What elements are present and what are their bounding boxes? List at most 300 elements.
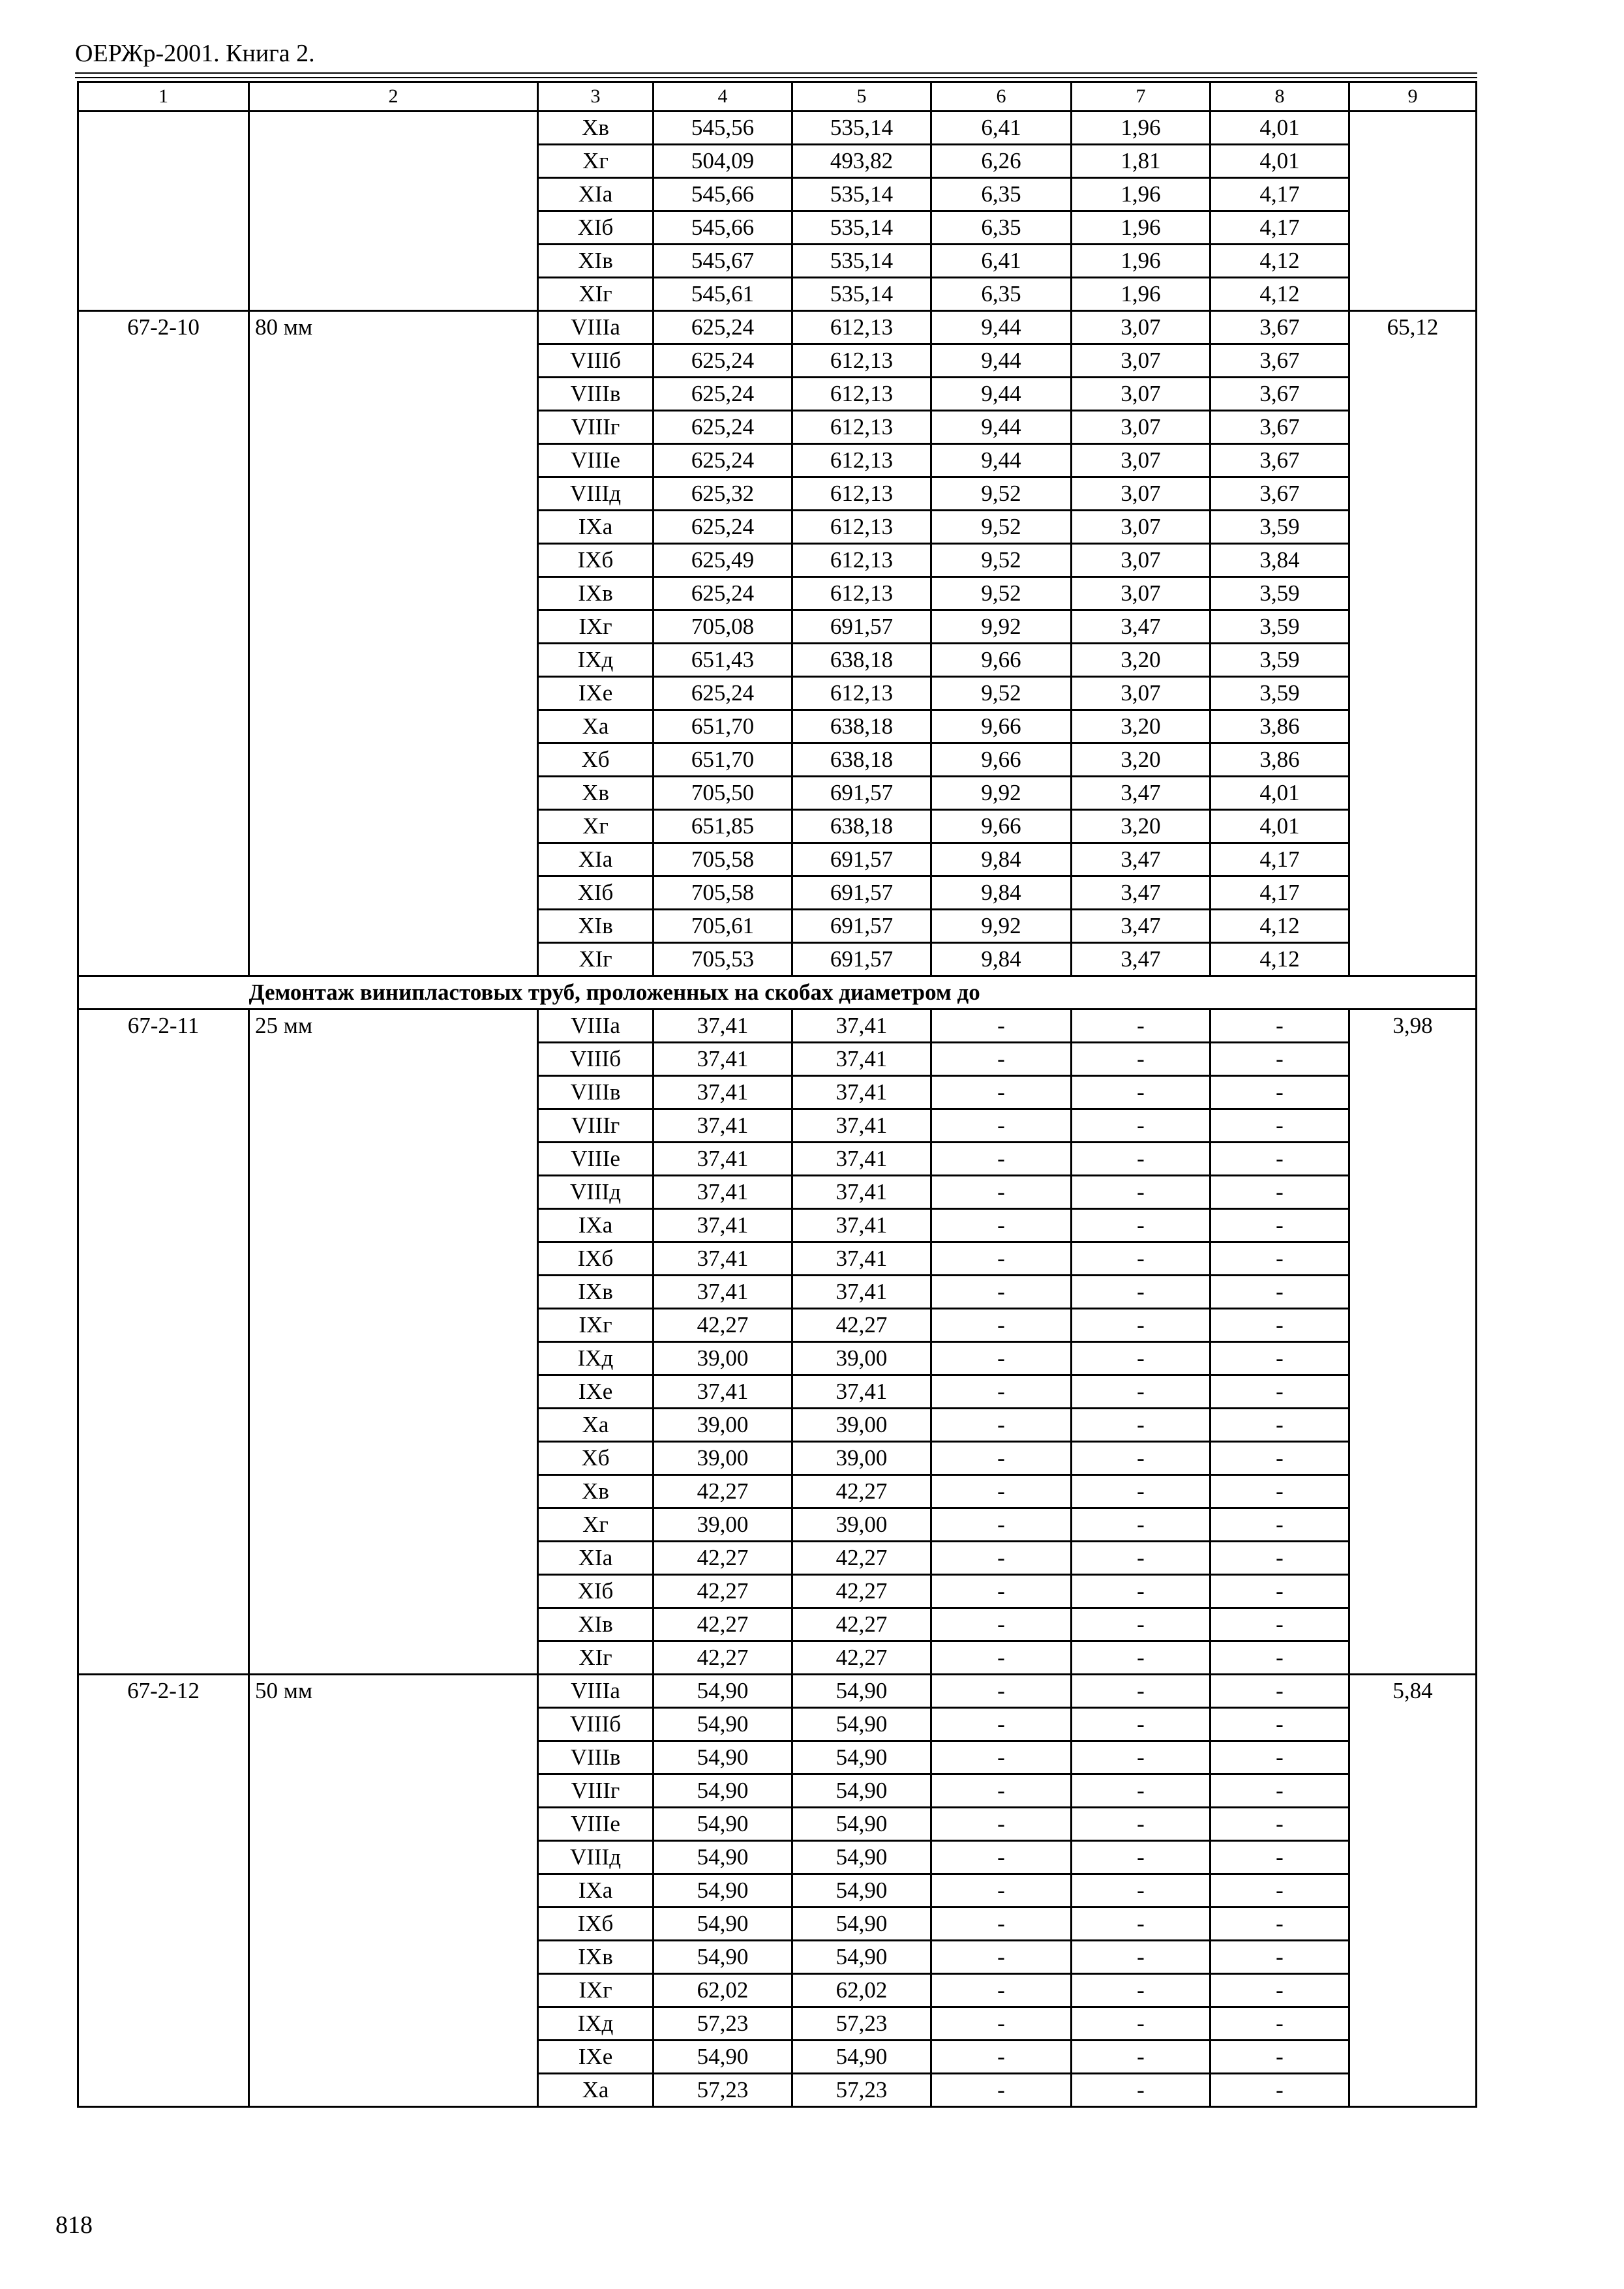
materials-cell: -: [1210, 1276, 1349, 1309]
total-cost-cell: 545,61: [654, 278, 792, 311]
machines-cell: 6,35: [931, 278, 1072, 311]
wages-cell: 535,14: [792, 211, 931, 245]
materials-cell: 4,01: [1210, 777, 1349, 810]
total-cost-cell: 42,27: [654, 1608, 792, 1641]
zone-cell: Хб: [538, 1442, 654, 1475]
materials-cell: -: [1210, 1774, 1349, 1808]
driver-wages-cell: 3,07: [1072, 411, 1210, 444]
zone-cell: IXв: [538, 1276, 654, 1309]
machines-cell: -: [931, 1375, 1072, 1409]
total-cost-cell: 705,61: [654, 910, 792, 943]
materials-cell: -: [1210, 1409, 1349, 1442]
machines-cell: 9,52: [931, 677, 1072, 710]
materials-cell: 3,84: [1210, 544, 1349, 577]
wages-cell: 37,41: [792, 1276, 931, 1309]
wages-cell: 37,41: [792, 1242, 931, 1276]
section-title: Демонтаж винипластовых труб, проложенных на скобах диаметром до: [249, 976, 1477, 1010]
materials-cell: -: [1210, 1309, 1349, 1342]
driver-wages-cell: -: [1072, 1309, 1210, 1342]
materials-cell: -: [1210, 1076, 1349, 1109]
machines-cell: 9,52: [931, 477, 1072, 511]
materials-cell: 3,86: [1210, 710, 1349, 743]
zone-cell: VIIIб: [538, 1708, 654, 1741]
machines-cell: -: [931, 1109, 1072, 1143]
driver-wages-cell: -: [1072, 1774, 1210, 1808]
materials-cell: -: [1210, 1542, 1349, 1575]
driver-wages-cell: -: [1072, 1542, 1210, 1575]
driver-wages-cell: -: [1072, 1675, 1210, 1708]
zone-cell: XIв: [538, 1608, 654, 1641]
zone-cell: Хб: [538, 743, 654, 777]
table-row: [78, 311, 1477, 344]
wages-cell: 612,13: [792, 311, 931, 344]
machines-cell: -: [931, 1342, 1072, 1375]
machines-cell: -: [931, 1575, 1072, 1608]
wages-cell: 42,27: [792, 1608, 931, 1641]
column-number: 5: [792, 82, 931, 112]
zone-cell: VIIIе: [538, 1808, 654, 1841]
total-cost-cell: 705,58: [654, 843, 792, 876]
materials-cell: 3,59: [1210, 677, 1349, 710]
wages-cell: 691,57: [792, 876, 931, 910]
zone-cell: IXг: [538, 610, 654, 644]
wages-cell: 57,23: [792, 2007, 931, 2041]
materials-cell: 3,67: [1210, 444, 1349, 477]
materials-cell: 4,01: [1210, 112, 1349, 145]
wages-cell: 54,90: [792, 1908, 931, 1941]
driver-wages-cell: 3,47: [1072, 843, 1210, 876]
materials-cell: -: [1210, 1741, 1349, 1774]
total-cost-cell: 504,09: [654, 145, 792, 178]
table-row: [78, 1675, 1477, 1708]
total-cost-cell: 54,90: [654, 1708, 792, 1741]
total-cost-cell: 651,70: [654, 710, 792, 743]
table-row: [78, 1010, 1477, 1043]
total-cost-cell: 37,41: [654, 1043, 792, 1076]
wages-cell: 62,02: [792, 1974, 931, 2007]
machines-cell: 6,26: [931, 145, 1072, 178]
driver-wages-cell: -: [1072, 1176, 1210, 1209]
zone-cell: VIIIв: [538, 378, 654, 411]
driver-wages-cell: 3,07: [1072, 344, 1210, 378]
zone-cell: IXв: [538, 1941, 654, 1974]
total-cost-cell: 705,08: [654, 610, 792, 644]
column-number-row: [78, 82, 1477, 112]
materials-cell: 3,59: [1210, 577, 1349, 610]
driver-wages-cell: -: [1072, 1974, 1210, 2007]
wages-cell: 37,41: [792, 1176, 931, 1209]
driver-wages-cell: 3,20: [1072, 810, 1210, 843]
total-cost-cell: 545,67: [654, 245, 792, 278]
materials-cell: 3,67: [1210, 311, 1349, 344]
machines-cell: -: [931, 1974, 1072, 2007]
total-cost-cell: 705,50: [654, 777, 792, 810]
machines-cell: -: [931, 2041, 1072, 2074]
wages-cell: 39,00: [792, 1508, 931, 1542]
wages-cell: 37,41: [792, 1209, 931, 1242]
price-table: [77, 81, 1477, 2108]
driver-wages-cell: -: [1072, 1342, 1210, 1375]
zone-cell: VIIIб: [538, 1043, 654, 1076]
header-rule-second: [75, 77, 1477, 78]
machines-cell: -: [931, 1741, 1072, 1774]
driver-wages-cell: -: [1072, 1575, 1210, 1608]
machines-cell: 9,66: [931, 743, 1072, 777]
zone-cell: Ха: [538, 1409, 654, 1442]
total-cost-cell: 625,24: [654, 677, 792, 710]
driver-wages-cell: -: [1072, 1109, 1210, 1143]
page-header: ОЕРЖр-2001. Книга 2.: [75, 40, 315, 67]
driver-wages-cell: -: [1072, 1908, 1210, 1941]
total-cost-cell: 54,90: [654, 1941, 792, 1974]
machines-cell: -: [931, 1242, 1072, 1276]
machines-cell: -: [931, 1508, 1072, 1542]
materials-cell: 4,17: [1210, 876, 1349, 910]
wages-cell: 612,13: [792, 577, 931, 610]
item-name: 80 мм: [249, 311, 538, 976]
machines-cell: -: [931, 1076, 1072, 1109]
materials-cell: 3,67: [1210, 411, 1349, 444]
machines-cell: 9,52: [931, 544, 1072, 577]
total-cost-cell: 625,24: [654, 311, 792, 344]
materials-cell: -: [1210, 1841, 1349, 1874]
total-cost-cell: 37,41: [654, 1076, 792, 1109]
total-cost-cell: 651,85: [654, 810, 792, 843]
total-cost-cell: 625,24: [654, 577, 792, 610]
total-cost-cell: 37,41: [654, 1375, 792, 1409]
machines-cell: -: [931, 1475, 1072, 1508]
machines-cell: -: [931, 1708, 1072, 1741]
machines-cell: 9,66: [931, 710, 1072, 743]
materials-cell: -: [1210, 1143, 1349, 1176]
machines-cell: 9,92: [931, 910, 1072, 943]
column-number: 6: [931, 82, 1072, 112]
wages-cell: 39,00: [792, 1342, 931, 1375]
materials-cell: -: [1210, 1109, 1349, 1143]
driver-wages-cell: 1,96: [1072, 245, 1210, 278]
machines-cell: 9,84: [931, 876, 1072, 910]
wages-cell: 39,00: [792, 1442, 931, 1475]
materials-cell: 4,12: [1210, 910, 1349, 943]
driver-wages-cell: -: [1072, 2041, 1210, 2074]
item-code: [78, 112, 249, 311]
machines-cell: -: [931, 1409, 1072, 1442]
machines-cell: 9,44: [931, 444, 1072, 477]
materials-cell: 4,12: [1210, 245, 1349, 278]
zone-cell: IXб: [538, 1908, 654, 1941]
zone-cell: IXб: [538, 544, 654, 577]
zone-cell: Хг: [538, 810, 654, 843]
materials-cell: -: [1210, 1342, 1349, 1375]
machines-cell: 9,52: [931, 511, 1072, 544]
zone-cell: IXе: [538, 2041, 654, 2074]
materials-cell: -: [1210, 1508, 1349, 1542]
driver-wages-cell: 3,07: [1072, 444, 1210, 477]
table-row: [78, 112, 1477, 145]
total-cost-cell: 54,90: [654, 1741, 792, 1774]
wages-cell: 37,41: [792, 1076, 931, 1109]
column-number: 8: [1210, 82, 1349, 112]
machines-cell: 9,66: [931, 644, 1072, 677]
zone-cell: Хв: [538, 777, 654, 810]
wages-cell: 691,57: [792, 843, 931, 876]
driver-wages-cell: 3,07: [1072, 477, 1210, 511]
zone-cell: Хв: [538, 1475, 654, 1508]
driver-wages-cell: 3,20: [1072, 710, 1210, 743]
driver-wages-cell: -: [1072, 1010, 1210, 1043]
wages-cell: 37,41: [792, 1375, 931, 1409]
materials-cell: 3,59: [1210, 610, 1349, 644]
zone-cell: IXд: [538, 644, 654, 677]
wages-cell: 42,27: [792, 1575, 931, 1608]
zone-cell: VIIIг: [538, 1774, 654, 1808]
zone-cell: XIг: [538, 278, 654, 311]
machines-cell: -: [931, 1442, 1072, 1475]
wages-cell: 638,18: [792, 810, 931, 843]
total-cost-cell: 42,27: [654, 1309, 792, 1342]
materials-cell: 3,59: [1210, 511, 1349, 544]
item-code: 67-2-10: [78, 311, 249, 976]
column-number: 2: [249, 82, 538, 112]
driver-wages-cell: -: [1072, 1508, 1210, 1542]
header-rule: [75, 72, 1477, 74]
driver-wages-cell: -: [1072, 1442, 1210, 1475]
machines-cell: -: [931, 1043, 1072, 1076]
zone-cell: VIIIв: [538, 1741, 654, 1774]
materials-cell: -: [1210, 1941, 1349, 1974]
driver-wages-cell: 3,07: [1072, 378, 1210, 411]
materials-cell: 4,12: [1210, 943, 1349, 976]
materials-cell: -: [1210, 1475, 1349, 1508]
wages-cell: 54,90: [792, 1808, 931, 1841]
machines-cell: -: [931, 1309, 1072, 1342]
wages-cell: 42,27: [792, 1309, 931, 1342]
total-cost-cell: 625,32: [654, 477, 792, 511]
materials-cell: 3,86: [1210, 743, 1349, 777]
zone-cell: Ха: [538, 2074, 654, 2107]
machines-cell: 9,52: [931, 577, 1072, 610]
total-cost-cell: 37,41: [654, 1143, 792, 1176]
labor-cost-cell: 3,98: [1349, 1010, 1477, 1675]
driver-wages-cell: -: [1072, 1209, 1210, 1242]
wages-cell: 54,90: [792, 1941, 931, 1974]
zone-cell: VIIIа: [538, 311, 654, 344]
machines-cell: 9,92: [931, 610, 1072, 644]
total-cost-cell: 545,66: [654, 178, 792, 211]
zone-cell: VIIIд: [538, 477, 654, 511]
wages-cell: 612,13: [792, 411, 931, 444]
total-cost-cell: 62,02: [654, 1974, 792, 2007]
wages-cell: 535,14: [792, 278, 931, 311]
wages-cell: 638,18: [792, 710, 931, 743]
total-cost-cell: 39,00: [654, 1342, 792, 1375]
zone-cell: Хг: [538, 1508, 654, 1542]
zone-cell: XIа: [538, 843, 654, 876]
zone-cell: IXд: [538, 2007, 654, 2041]
machines-cell: -: [931, 1608, 1072, 1641]
machines-cell: 9,44: [931, 344, 1072, 378]
total-cost-cell: 651,70: [654, 743, 792, 777]
machines-cell: 9,66: [931, 810, 1072, 843]
machines-cell: -: [931, 1641, 1072, 1675]
driver-wages-cell: 3,47: [1072, 610, 1210, 644]
wages-cell: 638,18: [792, 644, 931, 677]
materials-cell: 4,12: [1210, 278, 1349, 311]
zone-cell: IXг: [538, 1309, 654, 1342]
driver-wages-cell: 1,96: [1072, 178, 1210, 211]
materials-cell: 4,01: [1210, 145, 1349, 178]
wages-cell: 54,90: [792, 1841, 931, 1874]
zone-cell: IXе: [538, 677, 654, 710]
column-number: 4: [654, 82, 792, 112]
machines-cell: -: [931, 1010, 1072, 1043]
total-cost-cell: 57,23: [654, 2074, 792, 2107]
zone-cell: XIб: [538, 1575, 654, 1608]
machines-cell: -: [931, 1542, 1072, 1575]
driver-wages-cell: -: [1072, 1143, 1210, 1176]
total-cost-cell: 37,41: [654, 1010, 792, 1043]
driver-wages-cell: -: [1072, 1808, 1210, 1841]
wages-cell: 37,41: [792, 1010, 931, 1043]
materials-cell: -: [1210, 1675, 1349, 1708]
materials-cell: 3,67: [1210, 344, 1349, 378]
zone-cell: XIв: [538, 245, 654, 278]
zone-cell: VIIIг: [538, 411, 654, 444]
driver-wages-cell: -: [1072, 1941, 1210, 1974]
zone-cell: VIIIб: [538, 344, 654, 378]
total-cost-cell: 54,90: [654, 1774, 792, 1808]
driver-wages-cell: -: [1072, 1475, 1210, 1508]
materials-cell: 4,17: [1210, 211, 1349, 245]
materials-cell: -: [1210, 1176, 1349, 1209]
zone-cell: IXв: [538, 577, 654, 610]
wages-cell: 612,13: [792, 477, 931, 511]
zone-cell: IXд: [538, 1342, 654, 1375]
section-spacer: [78, 976, 249, 1010]
wages-cell: 612,13: [792, 378, 931, 411]
machines-cell: -: [931, 1874, 1072, 1908]
zone-cell: VIIIа: [538, 1010, 654, 1043]
materials-cell: 3,59: [1210, 644, 1349, 677]
wages-cell: 54,90: [792, 1675, 931, 1708]
machines-cell: 9,84: [931, 943, 1072, 976]
total-cost-cell: 54,90: [654, 1675, 792, 1708]
driver-wages-cell: 3,47: [1072, 910, 1210, 943]
machines-cell: -: [931, 1209, 1072, 1242]
driver-wages-cell: 1,96: [1072, 112, 1210, 145]
item-name: 50 мм: [249, 1675, 538, 2107]
total-cost-cell: 37,41: [654, 1176, 792, 1209]
materials-cell: -: [1210, 1608, 1349, 1641]
zone-cell: IXа: [538, 1874, 654, 1908]
labor-cost-cell: [1349, 112, 1477, 311]
machines-cell: -: [931, 1774, 1072, 1808]
machines-cell: 6,35: [931, 211, 1072, 245]
machines-cell: -: [931, 2074, 1072, 2107]
driver-wages-cell: 3,07: [1072, 577, 1210, 610]
materials-cell: -: [1210, 1010, 1349, 1043]
zone-cell: Хг: [538, 145, 654, 178]
driver-wages-cell: -: [1072, 1841, 1210, 1874]
wages-cell: 535,14: [792, 112, 931, 145]
driver-wages-cell: -: [1072, 1641, 1210, 1675]
wages-cell: 612,13: [792, 344, 931, 378]
total-cost-cell: 705,58: [654, 876, 792, 910]
wages-cell: 612,13: [792, 677, 931, 710]
zone-cell: VIIIе: [538, 1143, 654, 1176]
materials-cell: -: [1210, 2007, 1349, 2041]
driver-wages-cell: -: [1072, 1276, 1210, 1309]
machines-cell: -: [931, 1908, 1072, 1941]
total-cost-cell: 625,24: [654, 511, 792, 544]
total-cost-cell: 625,24: [654, 344, 792, 378]
materials-cell: -: [1210, 2074, 1349, 2107]
total-cost-cell: 42,27: [654, 1575, 792, 1608]
table-body: [78, 82, 1477, 2107]
total-cost-cell: 54,90: [654, 2041, 792, 2074]
wages-cell: 691,57: [792, 610, 931, 644]
zone-cell: XIа: [538, 1542, 654, 1575]
wages-cell: 691,57: [792, 943, 931, 976]
total-cost-cell: 54,90: [654, 1841, 792, 1874]
materials-cell: 3,67: [1210, 378, 1349, 411]
driver-wages-cell: 3,07: [1072, 677, 1210, 710]
zone-cell: VIIIв: [538, 1076, 654, 1109]
materials-cell: 4,17: [1210, 178, 1349, 211]
zone-cell: XIб: [538, 211, 654, 245]
total-cost-cell: 625,49: [654, 544, 792, 577]
labor-cost-cell: 65,12: [1349, 311, 1477, 976]
machines-cell: 9,44: [931, 411, 1072, 444]
materials-cell: -: [1210, 1874, 1349, 1908]
total-cost-cell: 42,27: [654, 1641, 792, 1675]
wages-cell: 493,82: [792, 145, 931, 178]
zone-cell: XIв: [538, 910, 654, 943]
machines-cell: -: [931, 1276, 1072, 1309]
wages-cell: 612,13: [792, 544, 931, 577]
zone-cell: VIIIг: [538, 1109, 654, 1143]
driver-wages-cell: -: [1072, 1608, 1210, 1641]
item-code: 67-2-12: [78, 1675, 249, 2107]
machines-cell: -: [931, 1675, 1072, 1708]
driver-wages-cell: -: [1072, 1242, 1210, 1276]
total-cost-cell: 39,00: [654, 1409, 792, 1442]
wages-cell: 612,13: [792, 511, 931, 544]
zone-cell: XIг: [538, 943, 654, 976]
materials-cell: -: [1210, 1242, 1349, 1276]
total-cost-cell: 545,66: [654, 211, 792, 245]
machines-cell: 9,84: [931, 843, 1072, 876]
materials-cell: -: [1210, 1708, 1349, 1741]
section-heading-row: [78, 976, 1477, 1010]
materials-cell: -: [1210, 1641, 1349, 1675]
wages-cell: 691,57: [792, 910, 931, 943]
total-cost-cell: 705,53: [654, 943, 792, 976]
total-cost-cell: 37,41: [654, 1209, 792, 1242]
wages-cell: 42,27: [792, 1641, 931, 1675]
wages-cell: 39,00: [792, 1409, 931, 1442]
machines-cell: -: [931, 1808, 1072, 1841]
driver-wages-cell: 3,07: [1072, 511, 1210, 544]
wages-cell: 638,18: [792, 743, 931, 777]
column-number: 7: [1072, 82, 1210, 112]
item-name: [249, 112, 538, 311]
total-cost-cell: 42,27: [654, 1542, 792, 1575]
zone-cell: IXб: [538, 1242, 654, 1276]
driver-wages-cell: -: [1072, 1375, 1210, 1409]
materials-cell: 3,67: [1210, 477, 1349, 511]
total-cost-cell: 625,24: [654, 378, 792, 411]
